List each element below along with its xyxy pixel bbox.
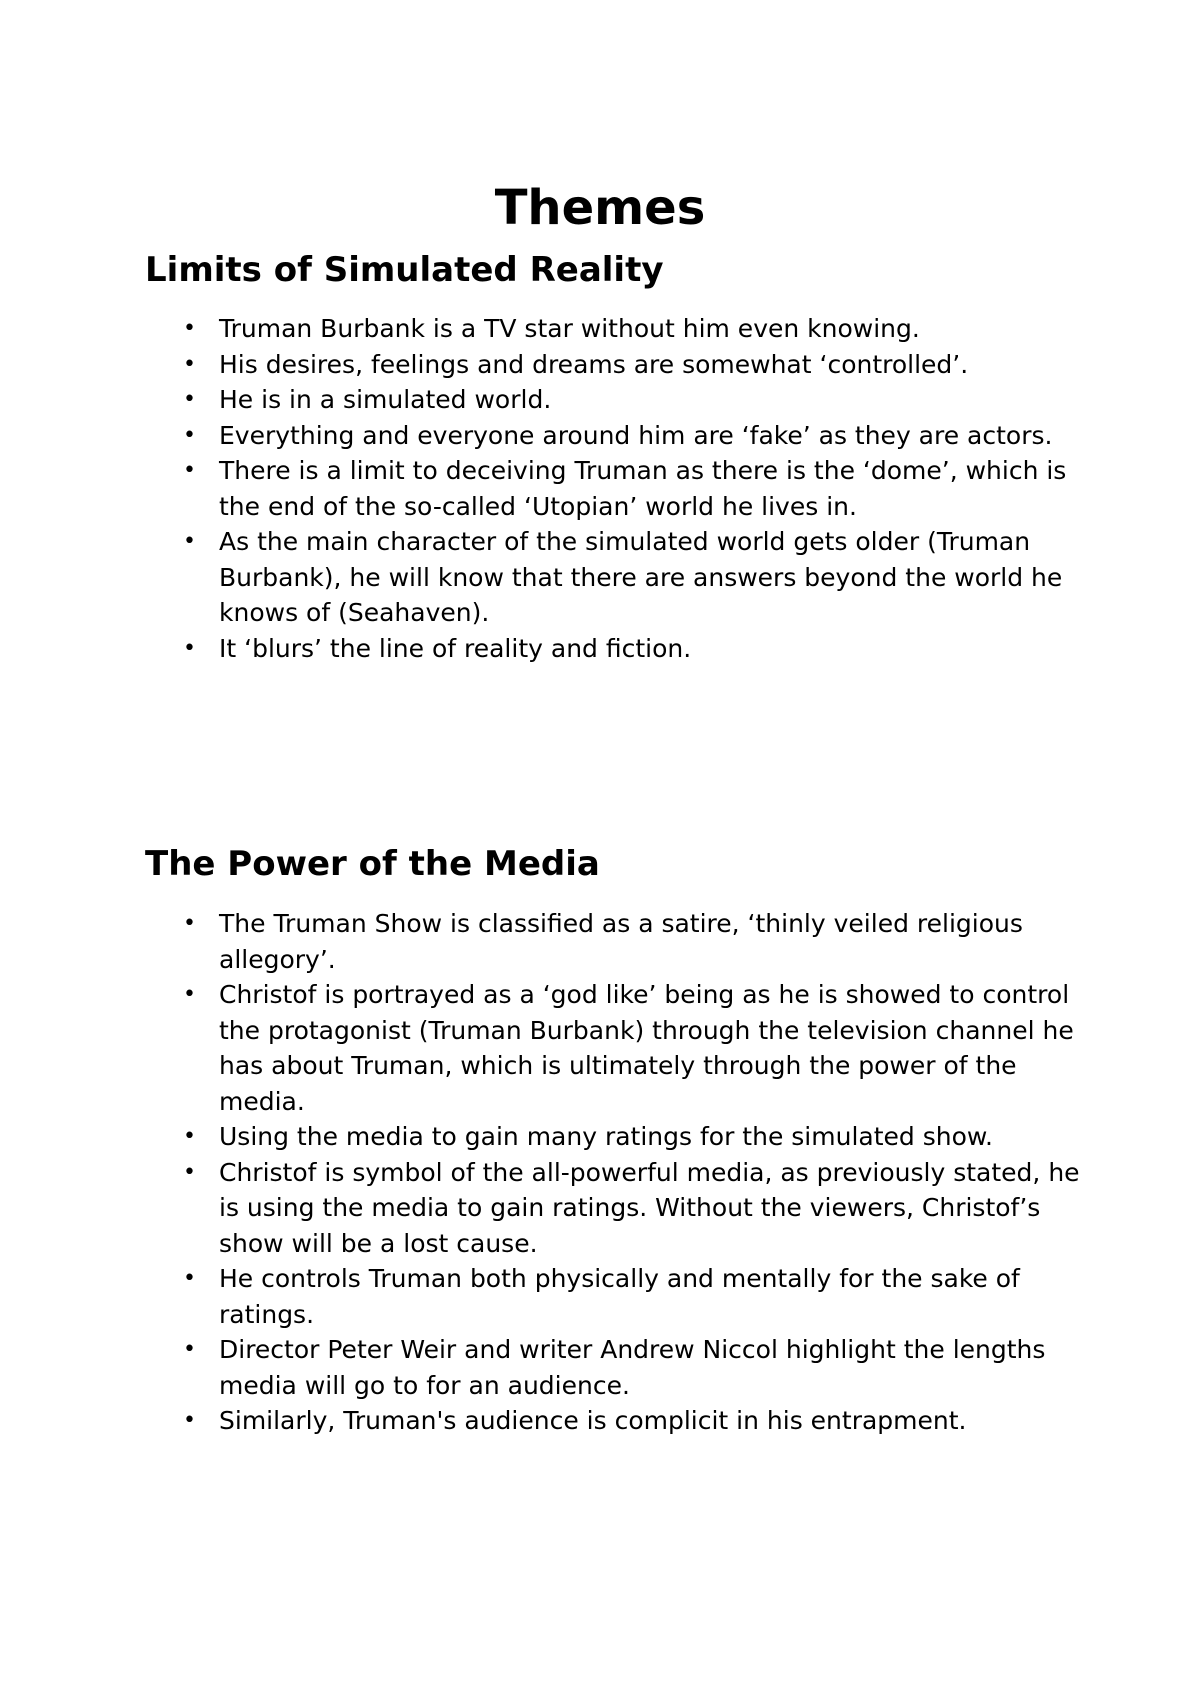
- list-item: [145, 418, 1095, 454]
- list-item: [145, 524, 1095, 631]
- list-item-text: His desires, feelings and dreams are somewhat ‘controlled’.: [219, 349, 969, 379]
- list-item: [145, 977, 1095, 1119]
- bullet-icon: •: [183, 316, 196, 341]
- section-heading-the-power-of-the-media: The Power of the Media: [145, 844, 600, 884]
- bullet-icon: •: [183, 982, 196, 1007]
- list-item: [145, 1332, 1095, 1403]
- list-item-text: Using the media to gain many ratings for the simulated show.: [219, 1122, 993, 1151]
- bullet-icon: •: [183, 1408, 196, 1433]
- list-item: [145, 382, 1095, 418]
- list-item-text: Similarly, Truman's audience is complicit in his entrapment.: [219, 1406, 967, 1435]
- list-item: [145, 453, 1095, 524]
- bullet-icon: •: [183, 1159, 196, 1185]
- list-item: [145, 631, 1095, 667]
- list-item: [145, 347, 1095, 383]
- bullet-icon: •: [183, 911, 196, 936]
- bullet-icon: •: [183, 458, 196, 483]
- list-item-text: Christof is portrayed as a ‘god like’ being as he is showed to control the protagonist (Truman Burbank) through the television channel he has about Truman, which is ultimately through the power of the media.: [219, 980, 1074, 1116]
- list-item: [145, 1155, 1095, 1262]
- list-item-text: He controls Truman both physically and mentally for the sake of ratings.: [219, 1264, 1020, 1329]
- bullet-icon: •: [183, 1266, 196, 1291]
- list-item-text: Everything and everyone around him are ‘fake’ as they are actors.: [219, 420, 1053, 450]
- list-item-text: Truman Burbank is a TV star without him even knowing.: [219, 314, 920, 343]
- list-item-text: As the main character of the simulated world gets older (Truman Burbank), he will know that there are answers beyond the world he knows of (Seahaven).: [219, 527, 1063, 627]
- document-title: Themes: [494, 180, 706, 236]
- list-item: [145, 906, 1095, 977]
- bullet-icon: •: [183, 1337, 196, 1362]
- list-item-text: There is a limit to deceiving Truman as there is the ‘dome’, which is the end of the so-called ‘Utopian’ world he lives in.: [219, 456, 1067, 521]
- bullet-icon: •: [183, 387, 196, 412]
- bullet-icon: •: [183, 529, 196, 554]
- bullet-icon: •: [183, 422, 196, 448]
- list-item: [145, 1403, 1095, 1439]
- bullet-icon: •: [183, 351, 196, 377]
- list-item-text: It ‘blurs’ the line of reality and fiction.: [219, 633, 692, 663]
- list-item-text: He is in a simulated world.: [219, 385, 552, 414]
- bullet-icon: •: [183, 1124, 196, 1149]
- bullet-icon: •: [183, 635, 196, 661]
- bullet-list-limits-of-simulated-reality: [145, 311, 1095, 666]
- list-item: [145, 1261, 1095, 1332]
- list-item: [145, 311, 1095, 347]
- list-item: [145, 1119, 1095, 1155]
- list-item-text: The Truman Show is classified as a satire, ‘thinly veiled religious allegory’.: [219, 909, 1023, 974]
- list-item-text: Christof is symbol of the all-powerful media, as previously stated, he is using the media to gain ratings. Without the viewers, Christof’s show will be a lost cause.: [219, 1157, 1080, 1258]
- section-heading-limits-of-simulated-reality: Limits of Simulated Reality: [145, 250, 664, 290]
- list-item-text: Director Peter Weir and writer Andrew Niccol highlight the lengths media will go to for an audience.: [219, 1335, 1046, 1400]
- bullet-list-the-power-of-the-media: [145, 906, 1095, 1439]
